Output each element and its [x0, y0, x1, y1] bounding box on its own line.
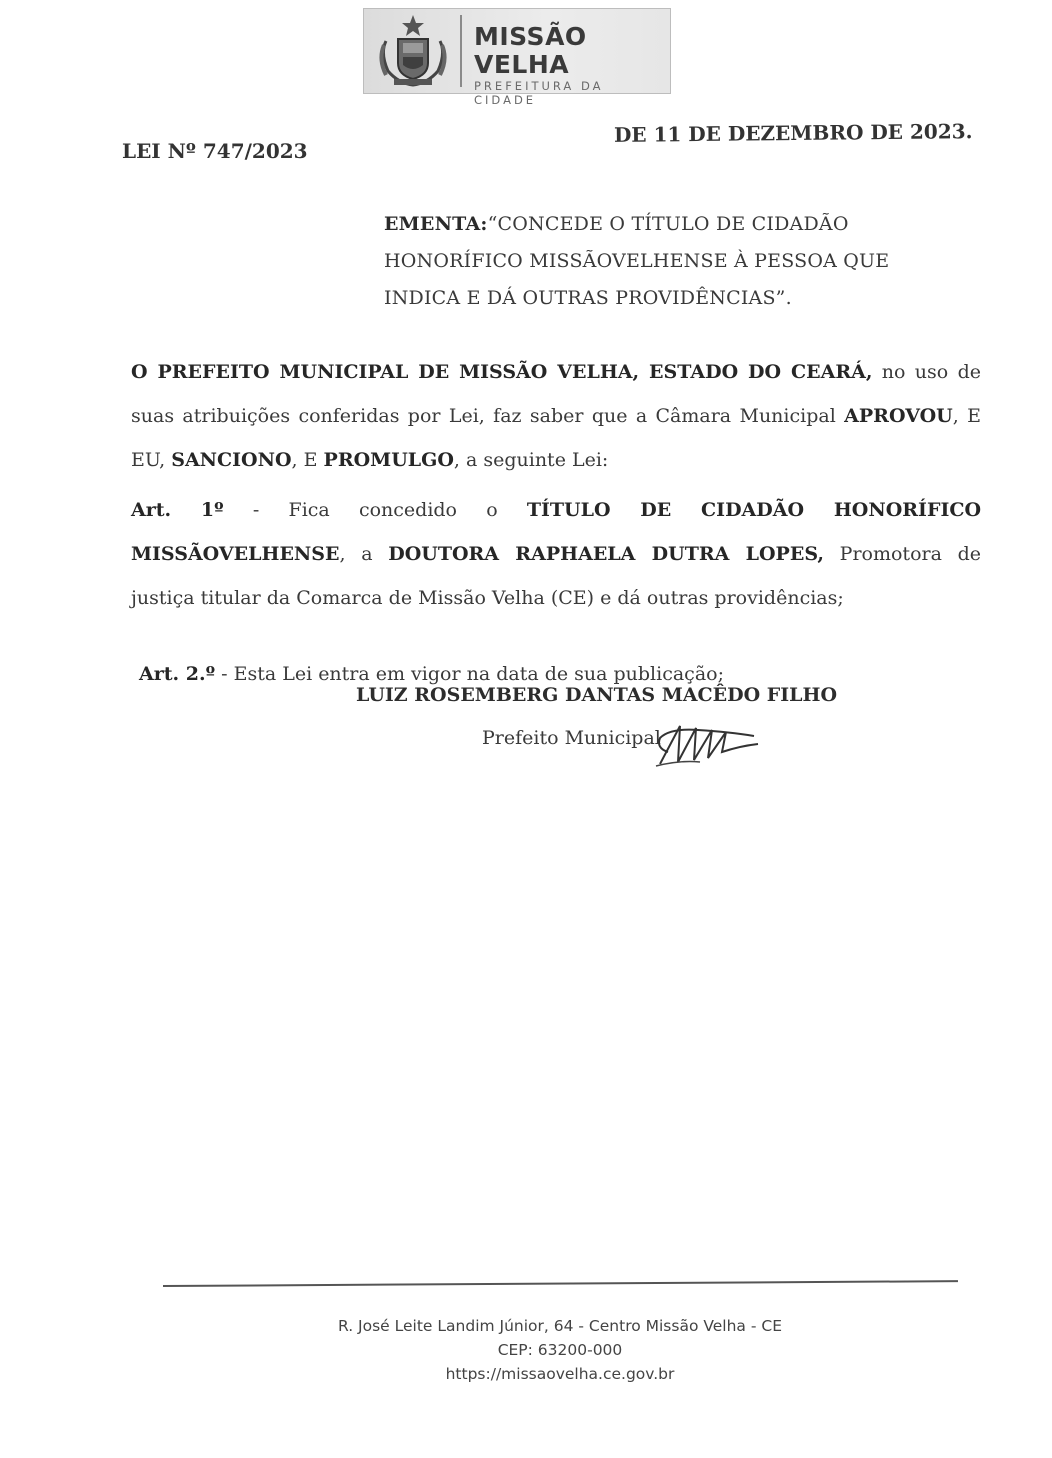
article-1-title: TÍTULO DE CIDADÃO HONORÍFICO MISSÃOVELHENSE: [131, 499, 981, 565]
handwritten-signature-icon: [650, 722, 765, 768]
intro-paragraph: [131, 350, 981, 482]
footer-address: R. José Leite Landim Júnior, 64 - Centro Missão Velha - CE: [337, 1317, 782, 1335]
ementa-text: “CONCEDE O TÍTULO DE CIDADÃO HONORÍFICO MISSÃOVELHENSE À PESSOA QUE INDICA E DÁ OUTRAS PROVIDÊNCIAS”.: [384, 213, 890, 309]
signer-role: Prefeito Municipal: [482, 727, 661, 749]
article-1-text: - Fica concedido o: [223, 499, 527, 521]
article-2-label: Art. 2.º: [139, 663, 216, 685]
ementa-label: EMENTA:: [384, 213, 488, 235]
coat-of-arms-icon: [376, 13, 450, 89]
intro-text: , E EU,: [131, 405, 982, 471]
intro-mayor-title: O PREFEITO MUNICIPAL DE MISSÃO VELHA, ESTADO DO CEARÁ,: [131, 361, 873, 383]
law-number: LEI Nº 747/2023: [122, 139, 308, 163]
article-2-text: - Esta Lei entra em vigor na data de sua publicação;: [215, 663, 724, 685]
footer-divider: [163, 1280, 958, 1287]
logo-divider: [460, 15, 462, 87]
signer-name: LUIZ ROSEMBERG DANTAS MACÊDO FILHO: [356, 684, 838, 706]
law-date: DE 11 DE DEZEMBRO DE 2023.: [613, 119, 973, 147]
article-1-honoree: DOUTORA RAPHAELA DUTRA LOPES,: [388, 543, 824, 565]
article-1-label: Art. 1º: [131, 499, 224, 521]
intro-text: , a seguinte Lei:: [453, 449, 609, 471]
article-1-text: , a: [339, 543, 389, 565]
city-subtitle: PREFEITURA DA CIDADE: [474, 79, 604, 107]
article-1: [131, 488, 981, 620]
footer-website[interactable]: https://missaovelha.ce.gov.br: [445, 1365, 675, 1383]
ementa: [384, 206, 944, 317]
intro-sanction: SANCIONO: [171, 449, 292, 471]
article-1-text: Promotora de justiça titular da Comarca de Missão Velha (CE) e dá outras providências;: [131, 543, 982, 609]
intro-text: no uso de suas atribuições conferidas por Lei, faz saber que a Câmara Municipal: [131, 361, 981, 427]
footer-cep: CEP: 63200-000: [497, 1341, 623, 1359]
footer: [300, 1314, 820, 1386]
city-logo: [363, 8, 671, 107]
intro-promulgate: PROMULGO: [323, 449, 454, 471]
intro-text: , E: [291, 449, 324, 471]
logo-text: [474, 23, 670, 107]
city-name: MISSÃO VELHA: [474, 22, 587, 79]
intro-approved: APROVOU: [844, 405, 953, 427]
